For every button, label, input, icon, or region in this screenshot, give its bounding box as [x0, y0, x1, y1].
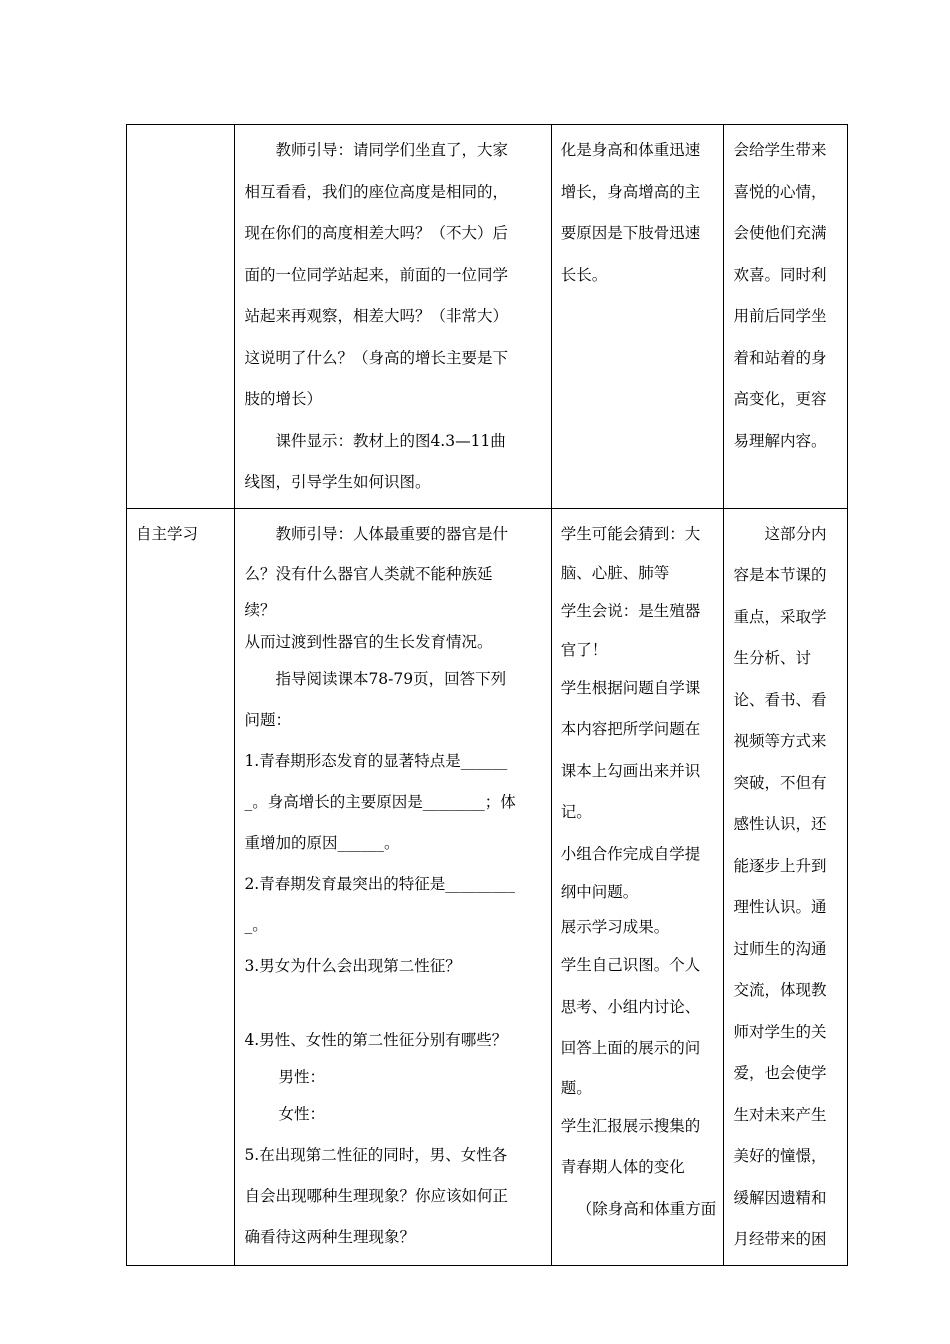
teacher-line: _。 [244, 915, 268, 934]
student-line: 课本上勾画出来并识 [560, 761, 701, 780]
teacher-line: 自会出现哪种生理现象？你应该如何正 [244, 1187, 508, 1206]
student-line: 学生汇报展示搜集的 [560, 1116, 701, 1135]
teacher-line: 指导阅读课本78-79页，回答下列 [275, 670, 507, 689]
teacher-line: 重增加的原因______。 [244, 833, 400, 852]
student-line: 学生根据问题自学课 [560, 678, 701, 697]
table-row [127, 508, 848, 1265]
intent-line: 着和站着的身 [733, 348, 827, 367]
teacher-line: _。身高增长的主要原因是________；体 [244, 793, 516, 812]
intent-line: 这部分内 [764, 524, 827, 543]
student-line: 题。 [560, 1078, 592, 1097]
intent-line: 感性认识，还 [733, 815, 827, 833]
intent-line: 高变化，更容 [733, 390, 827, 408]
student-line: 记。 [560, 803, 592, 821]
teacher-line: 站起来再观察，相差大吗？（非常大） [244, 307, 508, 325]
design-intent-cell [724, 125, 848, 509]
student-activity-cell [551, 125, 724, 509]
teacher-line: 相互看看，我们的座位高度是相同的， [244, 182, 508, 201]
teacher-line: 3.男女为什么会出现第二性征？ [244, 956, 461, 975]
lesson-plan-table [126, 124, 848, 1266]
student-line: 化是身高和体重迅速 [560, 141, 701, 159]
teacher-line: 5.在出现第二性征的同时，男、女性各 [244, 1146, 508, 1165]
intent-line: 突破，不但有 [733, 773, 827, 792]
intent-line: 欢喜。同时利 [733, 265, 827, 284]
student-line: 思考、小组内讨论、 [560, 997, 701, 1016]
student-line: （除身高和体重方面 [576, 1199, 717, 1218]
intent-line: 重点，采取学 [733, 607, 827, 626]
intent-line: 美好的憧憬， [733, 1147, 827, 1165]
teacher-line: 从而过渡到性器官的生长发育情况。 [244, 633, 493, 652]
teacher-activity-cell [235, 125, 551, 509]
teacher-line: 2.青春期发育最突出的特征是_________ [244, 874, 515, 893]
intent-line: 论、看书、看 [733, 690, 827, 709]
intent-line: 缓解因遗精和 [733, 1188, 827, 1207]
student-line: 回答上面的展示的问 [560, 1039, 701, 1057]
teacher-activity-cell [235, 508, 551, 1265]
intent-line: 能逐步上升到 [733, 856, 827, 875]
teacher-line: 肢的增长） [244, 390, 322, 408]
intent-line: 生对未来产生 [733, 1105, 827, 1124]
intent-line: 会给学生带来 [733, 141, 827, 159]
student-line: 纲中问题。 [560, 883, 639, 901]
student-line: 脑、心脏、肺等 [560, 564, 670, 582]
student-activity-cell [551, 508, 724, 1265]
section-label: 自主学习 [136, 524, 199, 543]
student-line: 展示学习成果。 [560, 918, 670, 936]
table-row [127, 125, 848, 509]
blank-space [244, 987, 542, 1020]
student-line: 长长。 [560, 265, 608, 284]
teacher-line: 1.青春期形态发育的显著特点是______ [244, 752, 508, 771]
design-intent-cell [724, 508, 848, 1265]
intent-line: 视频等方式来 [733, 732, 827, 750]
student-line: 本内容把所学问题在 [560, 720, 701, 738]
teacher-line: 4.男性、女性的第二性征分别有哪些？ [244, 1030, 508, 1049]
teacher-line: 这说明了什么？（身高的增长主要是下 [244, 348, 508, 367]
intent-line: 容是本节课的 [733, 566, 827, 584]
section-cell [127, 125, 235, 509]
teacher-line: 现在你们的高度相差大吗？（不大）后 [244, 224, 508, 242]
intent-line: 月经带来的困 [733, 1230, 827, 1248]
intent-line: 交流，体现教 [733, 981, 827, 999]
teacher-line: 教师引导：请同学们坐直了，大家 [275, 141, 508, 159]
teacher-line: 男性： [278, 1068, 325, 1087]
teacher-line: 问题： [244, 711, 291, 730]
student-line: 官了！ [560, 640, 608, 659]
teacher-line: 面的一位同学站起来，前面的一位同学 [244, 265, 508, 284]
intent-line: 过师生的沟通 [733, 939, 827, 958]
teacher-line: 续？ [244, 601, 276, 620]
student-line: 青春期人体的变化 [560, 1158, 685, 1176]
intent-line: 喜悦的心情， [733, 182, 827, 201]
teacher-line: 线图，引导学生如何识图。 [244, 473, 431, 491]
intent-line: 师对学生的关 [733, 1022, 827, 1041]
student-line: 学生会说：是生殖器 [560, 602, 701, 620]
student-line: 学生可能会猜到：大 [560, 524, 701, 543]
teacher-line: 教师引导：人体最重要的器官是什 [275, 524, 508, 543]
teacher-line: 女性： [278, 1105, 325, 1124]
teacher-line: 确看待这两种生理现象？ [244, 1228, 415, 1247]
intent-line: 爱，也会使学 [733, 1064, 827, 1082]
intent-line: 用前后同学坐 [733, 307, 827, 325]
teacher-line: 么？没有什么器官人类就不能种族延 [244, 565, 493, 584]
student-line: 增长，身高增高的主 [560, 182, 701, 201]
section-cell [127, 508, 235, 1265]
teacher-line: 课件显示：教材上的图4.3—11曲 [275, 431, 506, 450]
intent-line: 生分析、讨 [733, 649, 811, 667]
student-line: 要原因是下肢骨迅速 [560, 224, 701, 242]
intent-line: 易理解内容。 [733, 431, 827, 450]
student-line: 小组合作完成自学提 [560, 844, 701, 863]
intent-line: 理性认识。通 [733, 898, 827, 916]
intent-line: 会使他们充满 [733, 224, 827, 242]
student-line: 学生自己识图。个人 [560, 956, 701, 974]
